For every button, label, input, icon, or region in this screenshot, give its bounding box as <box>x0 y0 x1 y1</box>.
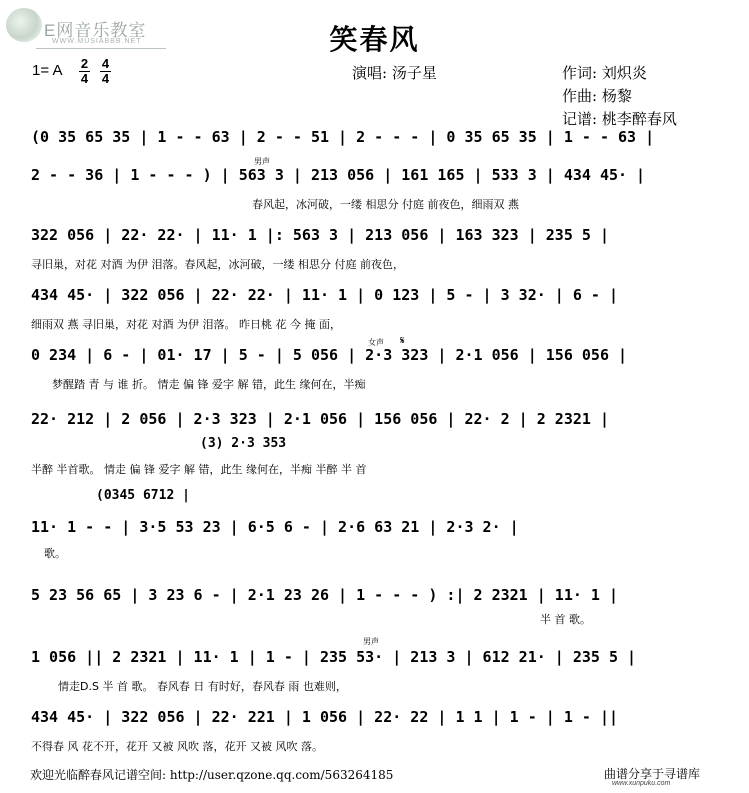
watermark-url: www.xunpuku.com <box>612 780 671 787</box>
notation-line-2: 2 - - 36 | 1 - - - ) | 563 3 | 213 056 | 161 165 | 533 3 | 434 45· | <box>31 166 646 184</box>
notation-line-6: 22· 212 | 2 056 | 2·3 323 | 2·1 056 | 156 056 | 22· 2 | 2 2321 | <box>31 410 609 428</box>
lyric-line-10: 不得春 风 花不开，花开 又被 风吹 落，花开 又被 风吹 落。 <box>31 740 323 753</box>
key-signature: 1= A <box>32 62 63 79</box>
lyric-line-2: 春风起，冰河破，一缕 相思分 付庭 前夜色，细雨双 燕 <box>252 198 519 211</box>
time-sig-2-bottom: 4 <box>101 71 110 86</box>
notation-line-4: 434 45· | 322 056 | 22· 22· | 11· 1 | 0 123 | 5 - | 3 32· | 6 - | <box>31 286 618 304</box>
song-title: 笑春风 <box>329 23 420 56</box>
logo-url: WWW.MUSIABBB.NET <box>52 38 142 45</box>
notation-line-7: 11· 1 - - | 3·5 53 23 | 6·5 6 - | 2·6 63 21 | 2·3 2· | <box>31 518 519 536</box>
segno-icon: 𝄋 <box>400 335 405 347</box>
footer-credit: 欢迎光临醉春风记谱空间: http://user.qzone.qq.com/563264185 <box>30 768 394 782</box>
lyric-line-9: 情走D.S 半 首 歌。 春风春 日 有时好，春风春 雨 也难则， <box>58 680 347 693</box>
alternate-notes: (3) 2·3 353 <box>200 436 287 451</box>
logo-text: E网音乐教室 <box>44 21 147 40</box>
watermark-title: 曲谱分享于寻谱库 <box>604 767 701 781</box>
notation-line-8: 5 23 56 65 | 3 23 6 - | 2·1 23 26 | 1 - - - ) :| 2 2321 | 11· 1 | <box>31 586 618 604</box>
time-signature-1 <box>79 58 90 85</box>
notation-line-5: 0 234 | 6 - | 01· 17 | 5 - | 5 056 | 2·3 323 | 2·1 056 | 156 056 | <box>31 346 628 364</box>
voice-tag-male-1: 男声 <box>254 157 270 166</box>
transcriber-credit: 记谱: 桃李醉春风 <box>562 110 677 128</box>
lyricist-credit: 作词: 刘炽炎 <box>562 64 647 82</box>
notation-line-9: 1 056 || 2 2321 | 11· 1 | 1 - | 235 53· | 213 3 | 612 21· | 235 5 | <box>31 648 637 666</box>
time-sig-2-top: 4 <box>101 56 110 71</box>
time-signature-2 <box>100 58 111 85</box>
lyric-line-6: 半醉 半首歌。 情走 偏 锋 爱字 解 错，此生 缘何在，半痴 半醉 半 首 <box>31 463 367 476</box>
lyric-line-3: 寻旧巢，对花 对酒 为伊 泪落。春风起，冰河破，一缕 相思分 付庭 前夜色， <box>31 258 404 271</box>
composer-credit: 作曲: 杨黎 <box>562 87 632 105</box>
notation-line-10: 434 45· | 322 056 | 22· 221 | 1 056 | 22· 22 | 1 1 | 1 - | 1 - || <box>31 708 618 726</box>
time-sig-1-bottom: 4 <box>80 71 89 86</box>
voice-tag-female: 女声 <box>368 338 384 347</box>
notation-line-1: (0 35 65 35 | 1 - - 63 | 2 - - 51 | 2 - - - | 0 35 65 35 | 1 - - 63 | <box>31 128 655 146</box>
voice-tag-male-2: 男声 <box>363 637 379 646</box>
interlude-notes: (0345 6712 | <box>96 488 190 503</box>
time-sig-1-top: 2 <box>80 56 89 71</box>
lyric-line-4: 细雨双 燕 寻旧巢，对花 对酒 为伊 泪落。 昨日桃 花 今 掩 面， <box>31 318 341 331</box>
notation-line-3: 322 056 | 22· 22· | 11· 1 |: 563 3 | 213 056 | 163 323 | 235 5 | <box>31 226 609 244</box>
singer-credit: 演唱: 汤子星 <box>352 64 437 82</box>
lyric-line-7: 歌。 <box>44 547 66 560</box>
lyric-line-5: 梦醒踏 青 与 谁 折。 情走 偏 锋 爱字 解 错，此生 缘何在，半痴 <box>52 378 366 391</box>
lyric-line-8: 半 首 歌。 <box>540 613 591 626</box>
